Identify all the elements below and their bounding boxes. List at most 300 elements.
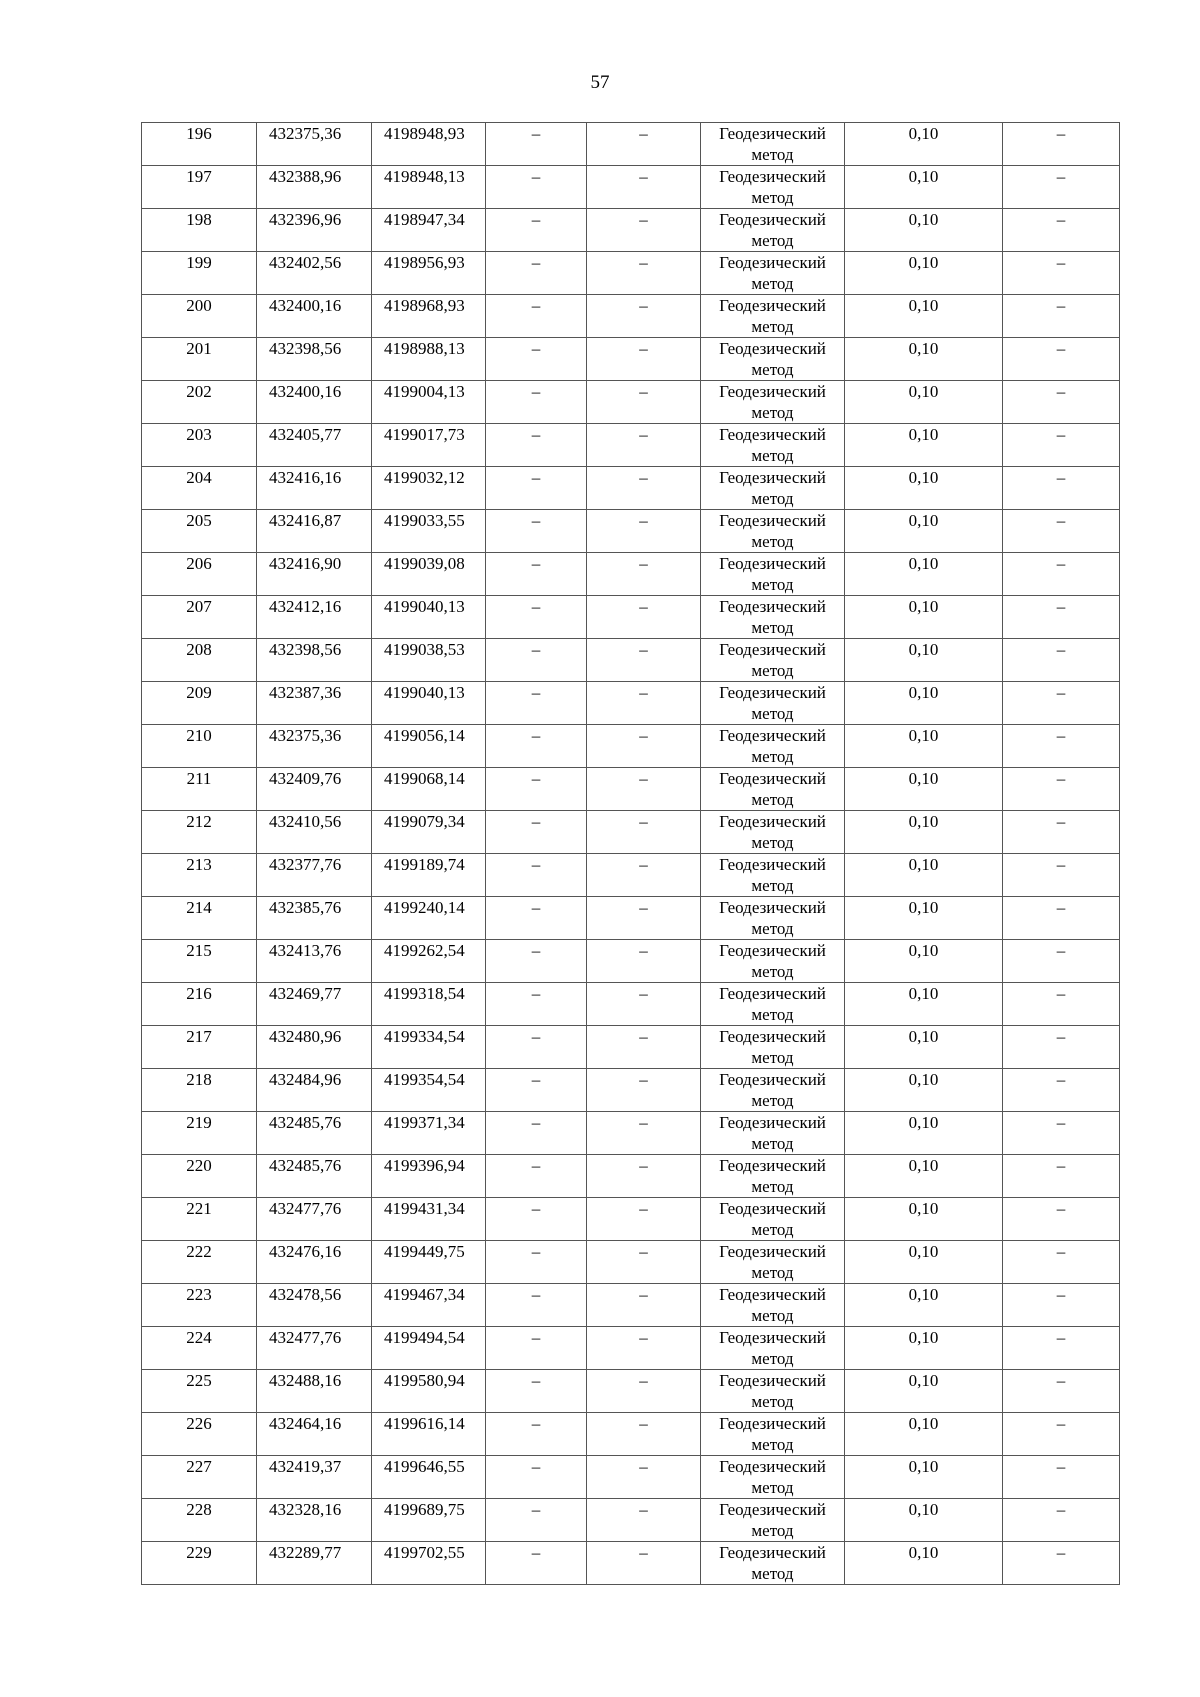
dash-cell: – bbox=[1003, 1327, 1120, 1370]
accuracy-cell: 0,10 bbox=[845, 639, 1003, 682]
accuracy-cell: 0,10 bbox=[845, 1198, 1003, 1241]
dash-cell: – bbox=[587, 123, 701, 166]
method-line-2: метод bbox=[751, 317, 794, 336]
method-line-2: метод bbox=[751, 790, 794, 809]
y-coordinate-cell: 4199004,13 bbox=[372, 381, 486, 424]
dash-cell: – bbox=[486, 467, 587, 510]
accuracy-cell: 0,10 bbox=[845, 553, 1003, 596]
accuracy-cell: 0,10 bbox=[845, 768, 1003, 811]
coordinates-table-body bbox=[142, 123, 1120, 1585]
method-line-1: Геодезический bbox=[719, 726, 826, 745]
table-row bbox=[142, 639, 1120, 682]
dash-cell: – bbox=[587, 1069, 701, 1112]
accuracy-cell: 0,10 bbox=[845, 940, 1003, 983]
method-line-1: Геодезический bbox=[719, 597, 826, 616]
method-line-1: Геодезический bbox=[719, 640, 826, 659]
dash-cell: – bbox=[587, 811, 701, 854]
x-coordinate-cell: 432410,56 bbox=[257, 811, 372, 854]
coordinates-table bbox=[141, 122, 1120, 1585]
method-cell bbox=[701, 1284, 845, 1327]
y-coordinate-cell: 4199431,34 bbox=[372, 1198, 486, 1241]
dash-cell: – bbox=[1003, 983, 1120, 1026]
x-coordinate-cell: 432478,56 bbox=[257, 1284, 372, 1327]
method-line-2: метод bbox=[751, 188, 794, 207]
table-row bbox=[142, 940, 1120, 983]
dash-cell: – bbox=[486, 639, 587, 682]
method-cell bbox=[701, 1327, 845, 1370]
table-row bbox=[142, 1499, 1120, 1542]
point-number-cell: 206 bbox=[142, 553, 257, 596]
method-line-2: метод bbox=[751, 1091, 794, 1110]
dash-cell: – bbox=[587, 166, 701, 209]
dash-cell: – bbox=[587, 510, 701, 553]
method-cell bbox=[701, 1499, 845, 1542]
dash-cell: – bbox=[587, 1413, 701, 1456]
accuracy-cell: 0,10 bbox=[845, 897, 1003, 940]
table-row bbox=[142, 1456, 1120, 1499]
dash-cell: – bbox=[1003, 510, 1120, 553]
method-cell bbox=[701, 252, 845, 295]
dash-cell: – bbox=[486, 381, 587, 424]
dash-cell: – bbox=[587, 596, 701, 639]
x-coordinate-cell: 432400,16 bbox=[257, 381, 372, 424]
y-coordinate-cell: 4198947,34 bbox=[372, 209, 486, 252]
method-line-1: Геодезический bbox=[719, 1199, 826, 1218]
dash-cell: – bbox=[1003, 338, 1120, 381]
method-line-1: Геодезический bbox=[719, 683, 826, 702]
dash-cell: – bbox=[486, 897, 587, 940]
method-line-2: метод bbox=[751, 618, 794, 637]
y-coordinate-cell: 4198956,93 bbox=[372, 252, 486, 295]
method-line-2: метод bbox=[751, 1392, 794, 1411]
dash-cell: – bbox=[486, 1112, 587, 1155]
dash-cell: – bbox=[587, 1112, 701, 1155]
x-coordinate-cell: 432387,36 bbox=[257, 682, 372, 725]
dash-cell: – bbox=[1003, 596, 1120, 639]
method-cell bbox=[701, 1026, 845, 1069]
y-coordinate-cell: 4199396,94 bbox=[372, 1155, 486, 1198]
dash-cell: – bbox=[486, 209, 587, 252]
dash-cell: – bbox=[1003, 940, 1120, 983]
dash-cell: – bbox=[486, 338, 587, 381]
method-line-1: Геодезический bbox=[719, 167, 826, 186]
x-coordinate-cell: 432396,96 bbox=[257, 209, 372, 252]
y-coordinate-cell: 4199689,75 bbox=[372, 1499, 486, 1542]
dash-cell: – bbox=[486, 1284, 587, 1327]
table-row bbox=[142, 123, 1120, 166]
accuracy-cell: 0,10 bbox=[845, 1499, 1003, 1542]
method-line-1: Геодезический bbox=[719, 1500, 826, 1519]
dash-cell: – bbox=[1003, 1499, 1120, 1542]
x-coordinate-cell: 432375,36 bbox=[257, 123, 372, 166]
accuracy-cell: 0,10 bbox=[845, 1456, 1003, 1499]
method-line-2: метод bbox=[751, 661, 794, 680]
point-number-cell: 224 bbox=[142, 1327, 257, 1370]
dash-cell: – bbox=[1003, 1198, 1120, 1241]
dash-cell: – bbox=[486, 1542, 587, 1585]
table-row bbox=[142, 1026, 1120, 1069]
point-number-cell: 211 bbox=[142, 768, 257, 811]
point-number-cell: 228 bbox=[142, 1499, 257, 1542]
point-number-cell: 221 bbox=[142, 1198, 257, 1241]
method-line-1: Геодезический bbox=[719, 984, 826, 1003]
dash-cell: – bbox=[1003, 166, 1120, 209]
table-row bbox=[142, 768, 1120, 811]
dash-cell: – bbox=[1003, 1155, 1120, 1198]
table-row bbox=[142, 897, 1120, 940]
method-line-1: Геодезический bbox=[719, 554, 826, 573]
accuracy-cell: 0,10 bbox=[845, 811, 1003, 854]
method-line-2: метод bbox=[751, 1134, 794, 1153]
method-cell bbox=[701, 123, 845, 166]
method-line-2: метод bbox=[751, 231, 794, 250]
table-row bbox=[142, 295, 1120, 338]
x-coordinate-cell: 432485,76 bbox=[257, 1112, 372, 1155]
method-cell bbox=[701, 295, 845, 338]
dash-cell: – bbox=[587, 1456, 701, 1499]
dash-cell: – bbox=[587, 725, 701, 768]
x-coordinate-cell: 432289,77 bbox=[257, 1542, 372, 1585]
dash-cell: – bbox=[1003, 1456, 1120, 1499]
point-number-cell: 212 bbox=[142, 811, 257, 854]
y-coordinate-cell: 4198948,13 bbox=[372, 166, 486, 209]
y-coordinate-cell: 4199580,94 bbox=[372, 1370, 486, 1413]
dash-cell: – bbox=[486, 424, 587, 467]
method-line-2: метод bbox=[751, 1177, 794, 1196]
y-coordinate-cell: 4199494,54 bbox=[372, 1327, 486, 1370]
y-coordinate-cell: 4199449,75 bbox=[372, 1241, 486, 1284]
y-coordinate-cell: 4199318,54 bbox=[372, 983, 486, 1026]
dash-cell: – bbox=[587, 1370, 701, 1413]
method-cell bbox=[701, 1198, 845, 1241]
accuracy-cell: 0,10 bbox=[845, 295, 1003, 338]
point-number-cell: 227 bbox=[142, 1456, 257, 1499]
y-coordinate-cell: 4199240,14 bbox=[372, 897, 486, 940]
dash-cell: – bbox=[486, 1026, 587, 1069]
method-line-1: Геодезический bbox=[719, 1543, 826, 1562]
dash-cell: – bbox=[1003, 1112, 1120, 1155]
dash-cell: – bbox=[1003, 1069, 1120, 1112]
accuracy-cell: 0,10 bbox=[845, 1542, 1003, 1585]
method-line-2: метод bbox=[751, 1048, 794, 1067]
y-coordinate-cell: 4198968,93 bbox=[372, 295, 486, 338]
point-number-cell: 201 bbox=[142, 338, 257, 381]
point-number-cell: 204 bbox=[142, 467, 257, 510]
point-number-cell: 213 bbox=[142, 854, 257, 897]
dash-cell: – bbox=[486, 1155, 587, 1198]
point-number-cell: 219 bbox=[142, 1112, 257, 1155]
table-row bbox=[142, 1327, 1120, 1370]
dash-cell: – bbox=[486, 166, 587, 209]
point-number-cell: 200 bbox=[142, 295, 257, 338]
y-coordinate-cell: 4199467,34 bbox=[372, 1284, 486, 1327]
dash-cell: – bbox=[587, 940, 701, 983]
dash-cell: – bbox=[486, 1456, 587, 1499]
y-coordinate-cell: 4199616,14 bbox=[372, 1413, 486, 1456]
dash-cell: – bbox=[587, 639, 701, 682]
dash-cell: – bbox=[486, 1370, 587, 1413]
method-cell bbox=[701, 682, 845, 725]
method-cell bbox=[701, 768, 845, 811]
method-line-1: Геодезический bbox=[719, 1285, 826, 1304]
accuracy-cell: 0,10 bbox=[845, 1413, 1003, 1456]
x-coordinate-cell: 432416,90 bbox=[257, 553, 372, 596]
x-coordinate-cell: 432477,76 bbox=[257, 1327, 372, 1370]
dash-cell: – bbox=[587, 983, 701, 1026]
dash-cell: – bbox=[587, 467, 701, 510]
accuracy-cell: 0,10 bbox=[845, 252, 1003, 295]
y-coordinate-cell: 4199040,13 bbox=[372, 682, 486, 725]
method-line-2: метод bbox=[751, 747, 794, 766]
dash-cell: – bbox=[1003, 123, 1120, 166]
dash-cell: – bbox=[486, 768, 587, 811]
method-line-1: Геодезический bbox=[719, 296, 826, 315]
dash-cell: – bbox=[587, 897, 701, 940]
method-cell bbox=[701, 1456, 845, 1499]
method-cell bbox=[701, 639, 845, 682]
dash-cell: – bbox=[587, 1542, 701, 1585]
point-number-cell: 223 bbox=[142, 1284, 257, 1327]
y-coordinate-cell: 4199646,55 bbox=[372, 1456, 486, 1499]
method-line-1: Геодезический bbox=[719, 1242, 826, 1261]
method-line-1: Геодезический bbox=[719, 855, 826, 874]
x-coordinate-cell: 432398,56 bbox=[257, 639, 372, 682]
x-coordinate-cell: 432328,16 bbox=[257, 1499, 372, 1542]
table-row bbox=[142, 252, 1120, 295]
x-coordinate-cell: 432400,16 bbox=[257, 295, 372, 338]
x-coordinate-cell: 432419,37 bbox=[257, 1456, 372, 1499]
dash-cell: – bbox=[587, 252, 701, 295]
point-number-cell: 205 bbox=[142, 510, 257, 553]
x-coordinate-cell: 432416,87 bbox=[257, 510, 372, 553]
accuracy-cell: 0,10 bbox=[845, 596, 1003, 639]
table-row bbox=[142, 166, 1120, 209]
point-number-cell: 217 bbox=[142, 1026, 257, 1069]
dash-cell: – bbox=[1003, 639, 1120, 682]
method-cell bbox=[701, 1413, 845, 1456]
method-line-2: метод bbox=[751, 704, 794, 723]
method-cell bbox=[701, 510, 845, 553]
dash-cell: – bbox=[1003, 768, 1120, 811]
dash-cell: – bbox=[1003, 1370, 1120, 1413]
dash-cell: – bbox=[1003, 209, 1120, 252]
method-line-1: Геодезический bbox=[719, 339, 826, 358]
x-coordinate-cell: 432484,96 bbox=[257, 1069, 372, 1112]
point-number-cell: 209 bbox=[142, 682, 257, 725]
method-line-2: метод bbox=[751, 360, 794, 379]
dash-cell: – bbox=[486, 295, 587, 338]
accuracy-cell: 0,10 bbox=[845, 209, 1003, 252]
dash-cell: – bbox=[486, 1499, 587, 1542]
dash-cell: – bbox=[587, 381, 701, 424]
dash-cell: – bbox=[587, 295, 701, 338]
point-number-cell: 215 bbox=[142, 940, 257, 983]
dash-cell: – bbox=[1003, 424, 1120, 467]
x-coordinate-cell: 432377,76 bbox=[257, 854, 372, 897]
method-line-1: Геодезический bbox=[719, 898, 826, 917]
method-line-1: Геодезический bbox=[719, 210, 826, 229]
dash-cell: – bbox=[486, 940, 587, 983]
method-line-2: метод bbox=[751, 403, 794, 422]
table-row bbox=[142, 1413, 1120, 1456]
table-row bbox=[142, 983, 1120, 1026]
method-cell bbox=[701, 1069, 845, 1112]
method-line-1: Геодезический bbox=[719, 253, 826, 272]
y-coordinate-cell: 4199079,34 bbox=[372, 811, 486, 854]
method-line-2: метод bbox=[751, 833, 794, 852]
accuracy-cell: 0,10 bbox=[845, 1370, 1003, 1413]
method-cell bbox=[701, 940, 845, 983]
x-coordinate-cell: 432416,16 bbox=[257, 467, 372, 510]
accuracy-cell: 0,10 bbox=[845, 1026, 1003, 1069]
dash-cell: – bbox=[486, 252, 587, 295]
method-line-1: Геодезический bbox=[719, 812, 826, 831]
accuracy-cell: 0,10 bbox=[845, 1155, 1003, 1198]
table-row bbox=[142, 811, 1120, 854]
accuracy-cell: 0,10 bbox=[845, 1069, 1003, 1112]
method-cell bbox=[701, 854, 845, 897]
point-number-cell: 229 bbox=[142, 1542, 257, 1585]
y-coordinate-cell: 4199032,12 bbox=[372, 467, 486, 510]
dash-cell: – bbox=[1003, 682, 1120, 725]
point-number-cell: 220 bbox=[142, 1155, 257, 1198]
y-coordinate-cell: 4199068,14 bbox=[372, 768, 486, 811]
table-row bbox=[142, 1542, 1120, 1585]
accuracy-cell: 0,10 bbox=[845, 1284, 1003, 1327]
dash-cell: – bbox=[486, 553, 587, 596]
y-coordinate-cell: 4199371,34 bbox=[372, 1112, 486, 1155]
method-cell bbox=[701, 553, 845, 596]
method-line-1: Геодезический bbox=[719, 1156, 826, 1175]
table-row bbox=[142, 1112, 1120, 1155]
x-coordinate-cell: 432398,56 bbox=[257, 338, 372, 381]
y-coordinate-cell: 4199039,08 bbox=[372, 553, 486, 596]
page-number: 57 bbox=[590, 72, 610, 93]
y-coordinate-cell: 4199038,53 bbox=[372, 639, 486, 682]
table-row bbox=[142, 725, 1120, 768]
dash-cell: – bbox=[587, 1327, 701, 1370]
point-number-cell: 196 bbox=[142, 123, 257, 166]
table-row bbox=[142, 424, 1120, 467]
point-number-cell: 207 bbox=[142, 596, 257, 639]
method-line-1: Геодезический bbox=[719, 1414, 826, 1433]
table-row bbox=[142, 1284, 1120, 1327]
method-line-2: метод bbox=[751, 1005, 794, 1024]
dash-cell: – bbox=[587, 209, 701, 252]
dash-cell: – bbox=[587, 1198, 701, 1241]
dash-cell: – bbox=[1003, 811, 1120, 854]
accuracy-cell: 0,10 bbox=[845, 123, 1003, 166]
point-number-cell: 226 bbox=[142, 1413, 257, 1456]
method-cell bbox=[701, 897, 845, 940]
point-number-cell: 203 bbox=[142, 424, 257, 467]
dash-cell: – bbox=[1003, 1413, 1120, 1456]
dash-cell: – bbox=[587, 682, 701, 725]
method-line-2: метод bbox=[751, 575, 794, 594]
dash-cell: – bbox=[486, 1327, 587, 1370]
table-row bbox=[142, 682, 1120, 725]
dash-cell: – bbox=[1003, 725, 1120, 768]
method-cell bbox=[701, 424, 845, 467]
dash-cell: – bbox=[1003, 1241, 1120, 1284]
method-line-1: Геодезический bbox=[719, 1027, 826, 1046]
dash-cell: – bbox=[587, 1499, 701, 1542]
point-number-cell: 218 bbox=[142, 1069, 257, 1112]
method-line-2: метод bbox=[751, 489, 794, 508]
x-coordinate-cell: 432476,16 bbox=[257, 1241, 372, 1284]
method-cell bbox=[701, 596, 845, 639]
y-coordinate-cell: 4199189,74 bbox=[372, 854, 486, 897]
y-coordinate-cell: 4199017,73 bbox=[372, 424, 486, 467]
dash-cell: – bbox=[486, 123, 587, 166]
dash-cell: – bbox=[486, 596, 587, 639]
point-number-cell: 222 bbox=[142, 1241, 257, 1284]
method-cell bbox=[701, 467, 845, 510]
method-line-1: Геодезический bbox=[719, 511, 826, 530]
table-row bbox=[142, 338, 1120, 381]
dash-cell: – bbox=[486, 811, 587, 854]
dash-cell: – bbox=[486, 510, 587, 553]
dash-cell: – bbox=[1003, 381, 1120, 424]
method-cell bbox=[701, 1155, 845, 1198]
dash-cell: – bbox=[1003, 553, 1120, 596]
y-coordinate-cell: 4199033,55 bbox=[372, 510, 486, 553]
method-line-1: Геодезический bbox=[719, 1371, 826, 1390]
dash-cell: – bbox=[1003, 1026, 1120, 1069]
point-number-cell: 199 bbox=[142, 252, 257, 295]
method-line-1: Геодезический bbox=[719, 1328, 826, 1347]
method-line-2: метод bbox=[751, 1220, 794, 1239]
dash-cell: – bbox=[1003, 467, 1120, 510]
accuracy-cell: 0,10 bbox=[845, 381, 1003, 424]
method-line-2: метод bbox=[751, 919, 794, 938]
method-line-1: Геодезический bbox=[719, 769, 826, 788]
x-coordinate-cell: 432412,16 bbox=[257, 596, 372, 639]
point-number-cell: 198 bbox=[142, 209, 257, 252]
method-cell bbox=[701, 338, 845, 381]
dash-cell: – bbox=[1003, 854, 1120, 897]
method-line-1: Геодезический bbox=[719, 124, 826, 143]
accuracy-cell: 0,10 bbox=[845, 338, 1003, 381]
accuracy-cell: 0,10 bbox=[845, 682, 1003, 725]
method-line-2: метод bbox=[751, 1306, 794, 1325]
point-number-cell: 208 bbox=[142, 639, 257, 682]
x-coordinate-cell: 432409,76 bbox=[257, 768, 372, 811]
x-coordinate-cell: 432385,76 bbox=[257, 897, 372, 940]
x-coordinate-cell: 432477,76 bbox=[257, 1198, 372, 1241]
dash-cell: – bbox=[587, 424, 701, 467]
method-cell bbox=[701, 983, 845, 1026]
method-cell bbox=[701, 1542, 845, 1585]
method-line-2: метод bbox=[751, 1349, 794, 1368]
table-row bbox=[142, 1155, 1120, 1198]
x-coordinate-cell: 432405,77 bbox=[257, 424, 372, 467]
y-coordinate-cell: 4199040,13 bbox=[372, 596, 486, 639]
method-line-2: метод bbox=[751, 962, 794, 981]
dash-cell: – bbox=[486, 682, 587, 725]
method-cell bbox=[701, 1112, 845, 1155]
accuracy-cell: 0,10 bbox=[845, 1241, 1003, 1284]
table-row bbox=[142, 1241, 1120, 1284]
x-coordinate-cell: 432402,56 bbox=[257, 252, 372, 295]
accuracy-cell: 0,10 bbox=[845, 854, 1003, 897]
y-coordinate-cell: 4199354,54 bbox=[372, 1069, 486, 1112]
point-number-cell: 210 bbox=[142, 725, 257, 768]
table-row bbox=[142, 1370, 1120, 1413]
accuracy-cell: 0,10 bbox=[845, 166, 1003, 209]
dash-cell: – bbox=[587, 1284, 701, 1327]
dash-cell: – bbox=[486, 983, 587, 1026]
